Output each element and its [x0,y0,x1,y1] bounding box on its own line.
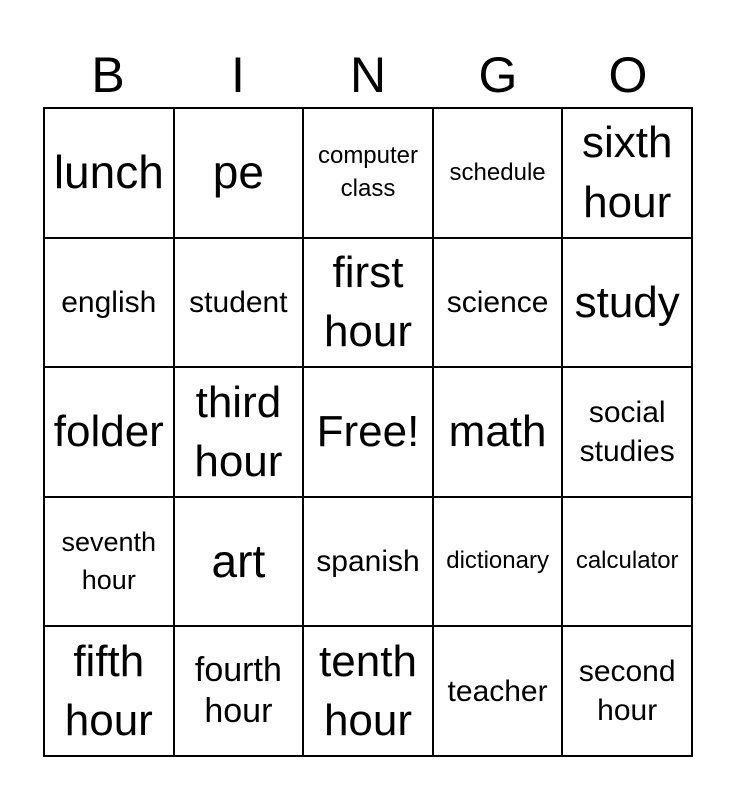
header-letter-b: B [91,47,125,103]
cell-label: computer class [317,142,419,202]
bingo-cell[interactable] [563,239,693,369]
cell-label: study [574,277,680,327]
bingo-cell[interactable] [304,627,434,757]
cell-label: art [211,534,266,587]
cell-label: folder [53,407,164,457]
bingo-cell[interactable] [434,109,564,239]
cell-label: social studies [579,395,675,468]
cell-label: first hour [323,248,413,357]
bingo-cell[interactable] [563,109,693,239]
header-letter-o: O [608,47,648,103]
cell-label: third hour [194,377,283,486]
cell-label: spanish [316,545,420,579]
bingo-cell[interactable] [45,368,175,498]
bingo-cell[interactable] [175,109,305,239]
bingo-cell[interactable] [563,627,693,757]
cell-label: fifth hour [64,636,153,746]
bingo-header [43,44,693,106]
bingo-cell[interactable] [45,498,175,628]
cell-label: fourth hour [194,651,282,731]
cell-label: math [448,407,547,457]
bingo-cell[interactable] [563,368,693,498]
bingo-cell[interactable] [175,239,305,369]
free-space-cell[interactable] [304,368,434,498]
bingo-cell[interactable] [304,109,434,239]
cell-label: pe [212,145,264,198]
cell-label: science [446,285,549,319]
bingo-cell[interactable] [563,498,693,628]
cell-label: schedule [449,158,546,186]
bingo-cell[interactable] [434,498,564,628]
bingo-cell[interactable] [434,368,564,498]
cell-label: tenth hour [319,636,417,746]
cell-label: calculator [575,547,679,575]
bingo-cell[interactable] [434,239,564,369]
cell-label: sixth hour [581,118,673,227]
header-letter-g: G [478,47,518,103]
free-space-label: Free! [316,407,420,457]
bingo-cell[interactable] [175,498,305,628]
header-letter-n: N [349,47,387,103]
bingo-cell[interactable] [175,368,305,498]
cell-label: english [61,285,157,319]
bingo-cell[interactable] [45,239,175,369]
cell-label: seventh hour [61,526,157,595]
bingo-cell[interactable] [175,627,305,757]
bingo-cell[interactable] [45,627,175,757]
header-letter-i: I [231,47,245,103]
cell-label: student [189,285,288,319]
cell-label: dictionary [446,547,549,575]
bingo-cell[interactable] [304,498,434,628]
bingo-cell[interactable] [434,627,564,757]
bingo-board [43,107,693,757]
bingo-cell[interactable] [304,239,434,369]
cell-label: lunch [53,145,164,198]
cell-label: second hour [578,655,676,728]
bingo-cell[interactable] [45,109,175,239]
cell-label: teacher [447,674,548,708]
